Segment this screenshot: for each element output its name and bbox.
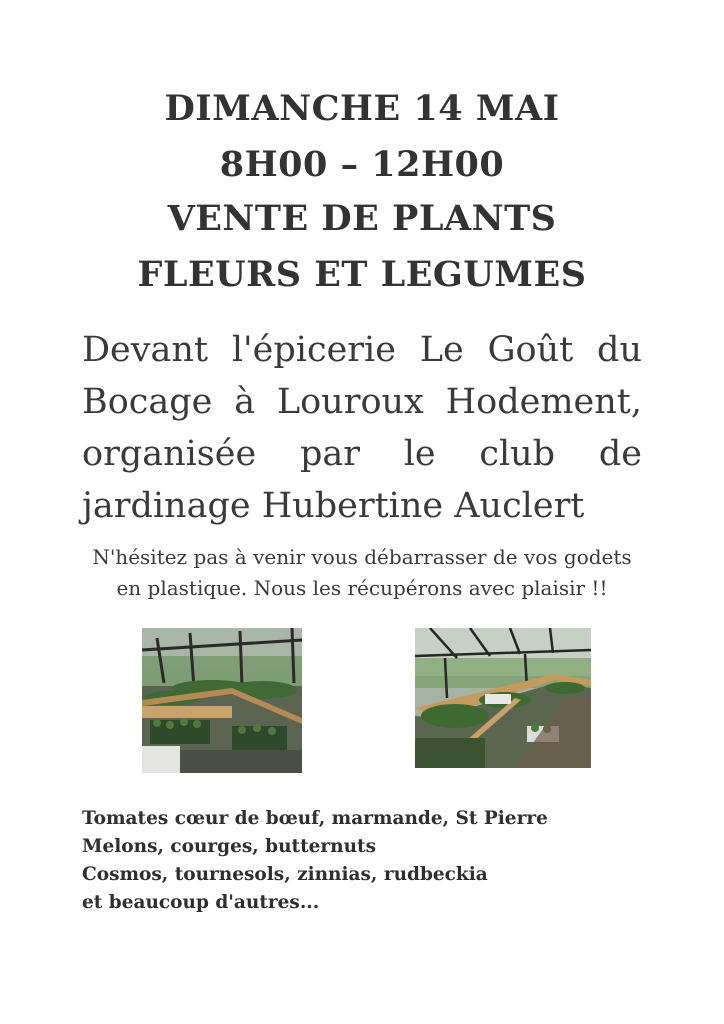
location-line-1	[82, 330, 642, 370]
note-line-1: N'hésitez pas à venir vous débarrasser de vos godets	[92, 545, 632, 569]
note-line-2: en plastique. Nous les récupérons avec plaisir !!	[116, 576, 608, 600]
location-word: l'épicerie	[231, 330, 396, 370]
event-subtitle: FLEURS ET LEGUMES	[137, 254, 587, 295]
plants-line-4: et beaucoup d'autres...	[82, 892, 320, 913]
location-word: Louroux	[276, 382, 424, 422]
event-hours: 8H00 – 12H00	[219, 144, 505, 185]
location-word: de	[598, 434, 642, 474]
location-word: Goût	[487, 330, 574, 370]
location-word: du	[597, 330, 642, 370]
location-word: Devant	[82, 330, 209, 370]
event-title: VENTE DE PLANTS	[167, 198, 557, 239]
greenhouse-interior-image	[415, 628, 591, 768]
location-line-2	[82, 382, 642, 422]
location-word: club	[479, 434, 556, 474]
location-line-4: jardinage Hubertine Auclert	[82, 486, 585, 526]
event-date: DIMANCHE 14 MAI	[164, 88, 560, 129]
greenhouse-seedlings-photo	[142, 628, 302, 773]
location-word: à	[234, 382, 256, 422]
location-word: par	[299, 434, 360, 474]
location-word: Le	[419, 330, 464, 370]
location-line-3	[82, 434, 642, 474]
location-word: Bocage	[82, 382, 213, 422]
location-word: organisée	[82, 434, 257, 474]
plants-line-3: Cosmos, tournesols, zinnias, rudbeckia	[82, 864, 488, 885]
greenhouse-interior-photo	[415, 628, 591, 768]
plants-line-1: Tomates cœur de bœuf, marmande, St Pierre	[82, 808, 548, 829]
greenhouse-seedlings-image	[142, 628, 302, 773]
plants-line-2: Melons, courges, butternuts	[82, 836, 377, 857]
location-word: Hodement,	[445, 382, 642, 422]
location-word: le	[403, 434, 436, 474]
